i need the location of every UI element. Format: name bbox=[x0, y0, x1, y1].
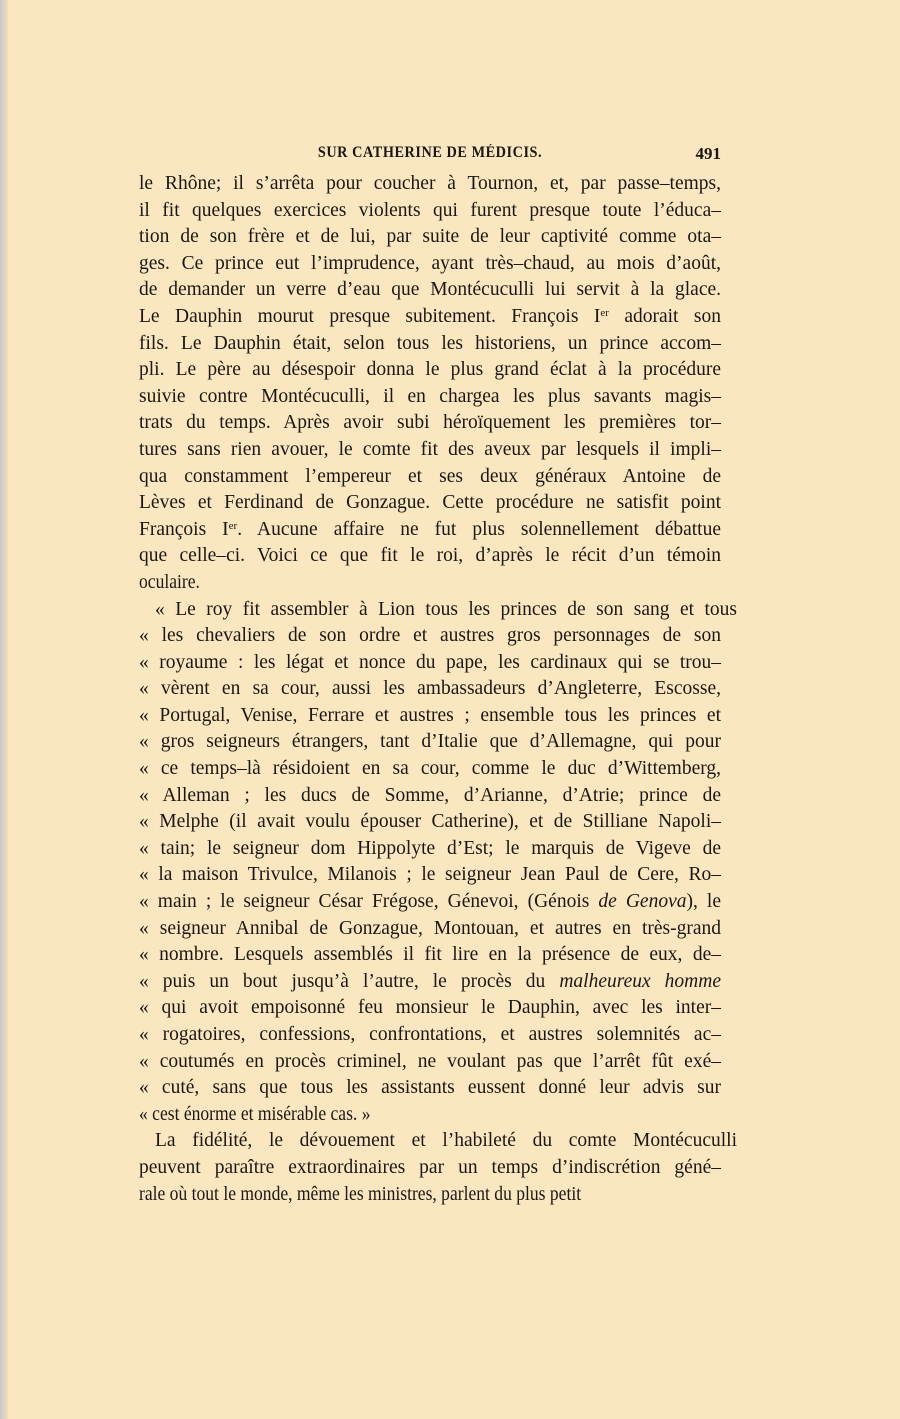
text-line: de demander un verre d’eau que Montécuculli lui servit à la glace. bbox=[139, 279, 721, 301]
superscript: er bbox=[600, 306, 609, 319]
text-line: oculaire. bbox=[139, 571, 200, 593]
text-line: La fidélité, le dévouement et l’habileté du comte Montécuculli bbox=[155, 1130, 737, 1152]
text-line: « ce temps–là résidoient en sa cour, comme le duc d’Wittemberg, bbox=[139, 758, 721, 780]
text-line: il fit quelques exercices violents qui furent presque toute l’éduca– bbox=[139, 199, 721, 221]
text-line: « seigneur Annibal de Gonzague, Montouan, et autres en très-grand bbox=[139, 917, 721, 939]
text-line: peuvent paraître extraordinaires par un temps d’indiscrétion géné– bbox=[139, 1156, 721, 1178]
text-line: François Ier. Aucune affaire ne fut plus solennellement débattue bbox=[139, 518, 721, 540]
text-line: « vèrent en sa cour, aussi les ambassadeurs d’Angleterre, Escosse, bbox=[139, 678, 721, 700]
italic-text: de Genova bbox=[598, 891, 687, 913]
running-title: SUR CATHERINE DE MÉDICIS. bbox=[317, 144, 543, 161]
body-text bbox=[139, 171, 737, 1208]
text-line: « Alleman ; les ducs de Somme, d’Arianne, d’Atrie; prince de bbox=[139, 784, 721, 806]
text-line: « nombre. Lesquels assemblés il fit lire en la présence de eux, de– bbox=[139, 944, 721, 966]
text-line: « qui avoit empoisonné feu monsieur le Dauphin, avec les inter– bbox=[139, 997, 721, 1019]
text-line: tures sans rien avouer, le comte fit des aveux par lesquels il impli– bbox=[139, 438, 721, 460]
text-line: « coutumés en procès criminel, ne voulant pas que l’arrêt fût exé– bbox=[139, 1050, 721, 1072]
italic-text: malheureux homme bbox=[559, 970, 721, 992]
text-line: « Melphe (il avait voulu épouser Catherine), et de Stilliane Napoli– bbox=[139, 811, 721, 833]
text-line: ges. Ce prince eut l’imprudence, ayant très–chaud, au mois d’août, bbox=[139, 252, 721, 274]
text-line: suivie contre Montécuculli, il en chargea les plus savants magis– bbox=[139, 385, 721, 407]
text-line: « cest énorme et misérable cas. » bbox=[139, 1103, 371, 1125]
text-line: qua constamment l’empereur et ses deux généraux Antoine de bbox=[139, 465, 721, 487]
text-line: Lèves et Ferdinand de Gonzague. Cette procédure ne satisfit point bbox=[139, 492, 721, 514]
text-line: « la maison Trivulce, Milanois ; le seigneur Jean Paul de Cere, Ro– bbox=[139, 864, 721, 886]
text-line: « tain; le seigneur dom Hippolyte d’Est; le marquis de Vigeve de bbox=[139, 837, 721, 859]
paragraph bbox=[139, 1128, 737, 1208]
page-edge-shadow bbox=[0, 0, 8, 1419]
text-line: « gros seigneurs étrangers, tant d’Italie que d’Allemagne, qui pour bbox=[139, 731, 721, 753]
text-line: « Portugal, Venise, Ferrare et austres ; ensemble tous les princes et bbox=[139, 704, 721, 726]
paragraph bbox=[139, 597, 737, 1129]
text-line: « cuté, sans que tous les assistants eussent donné leur advis sur bbox=[139, 1077, 721, 1099]
text-line: « main ; le seigneur César Frégose, Génevoi, (Génois de Genova), le bbox=[139, 891, 721, 913]
page-number: 491 bbox=[695, 144, 721, 163]
running-head bbox=[139, 144, 721, 166]
text-line: « royaume : les légat et nonce du pape, les cardinaux qui se trou– bbox=[139, 651, 721, 673]
superscript: er bbox=[228, 519, 238, 532]
text-line: « les chevaliers de son ordre et austres gros personnages de son bbox=[139, 625, 721, 647]
text-line: tion de son frère et de lui, par suite de leur captivité comme ota– bbox=[139, 226, 721, 248]
text-line: fils. Le Dauphin était, selon tous les historiens, un prince accom– bbox=[139, 332, 721, 354]
paragraph bbox=[139, 171, 721, 597]
text-line: que celle–ci. Voici ce que fit le roi, d’après le récit d’un témoin bbox=[139, 545, 721, 567]
text-line: trats du temps. Après avoir subi héroïquement les premières tor– bbox=[139, 412, 721, 434]
text-line: Le Dauphin mourut presque subitement. François Ier adorait son bbox=[139, 305, 721, 327]
text-line: le Rhône; il s’arrêta pour coucher à Tournon, et, par passe–temps, bbox=[139, 173, 721, 194]
text-line: « Le roy fit assembler à Lion tous les princes de son sang et tous bbox=[155, 598, 737, 620]
text-line: « puis un bout jusqu’à l’autre, le procès du malheureux homme bbox=[139, 970, 721, 992]
text-line: rale où tout le monde, même les ministres, parlent du plus petit bbox=[139, 1183, 582, 1205]
text-line: « rogatoires, confessions, confrontations, et austres solemnités ac– bbox=[139, 1024, 721, 1045]
text-line: pli. Le père au désespoir donna le plus grand éclat à la procédure bbox=[139, 359, 721, 381]
